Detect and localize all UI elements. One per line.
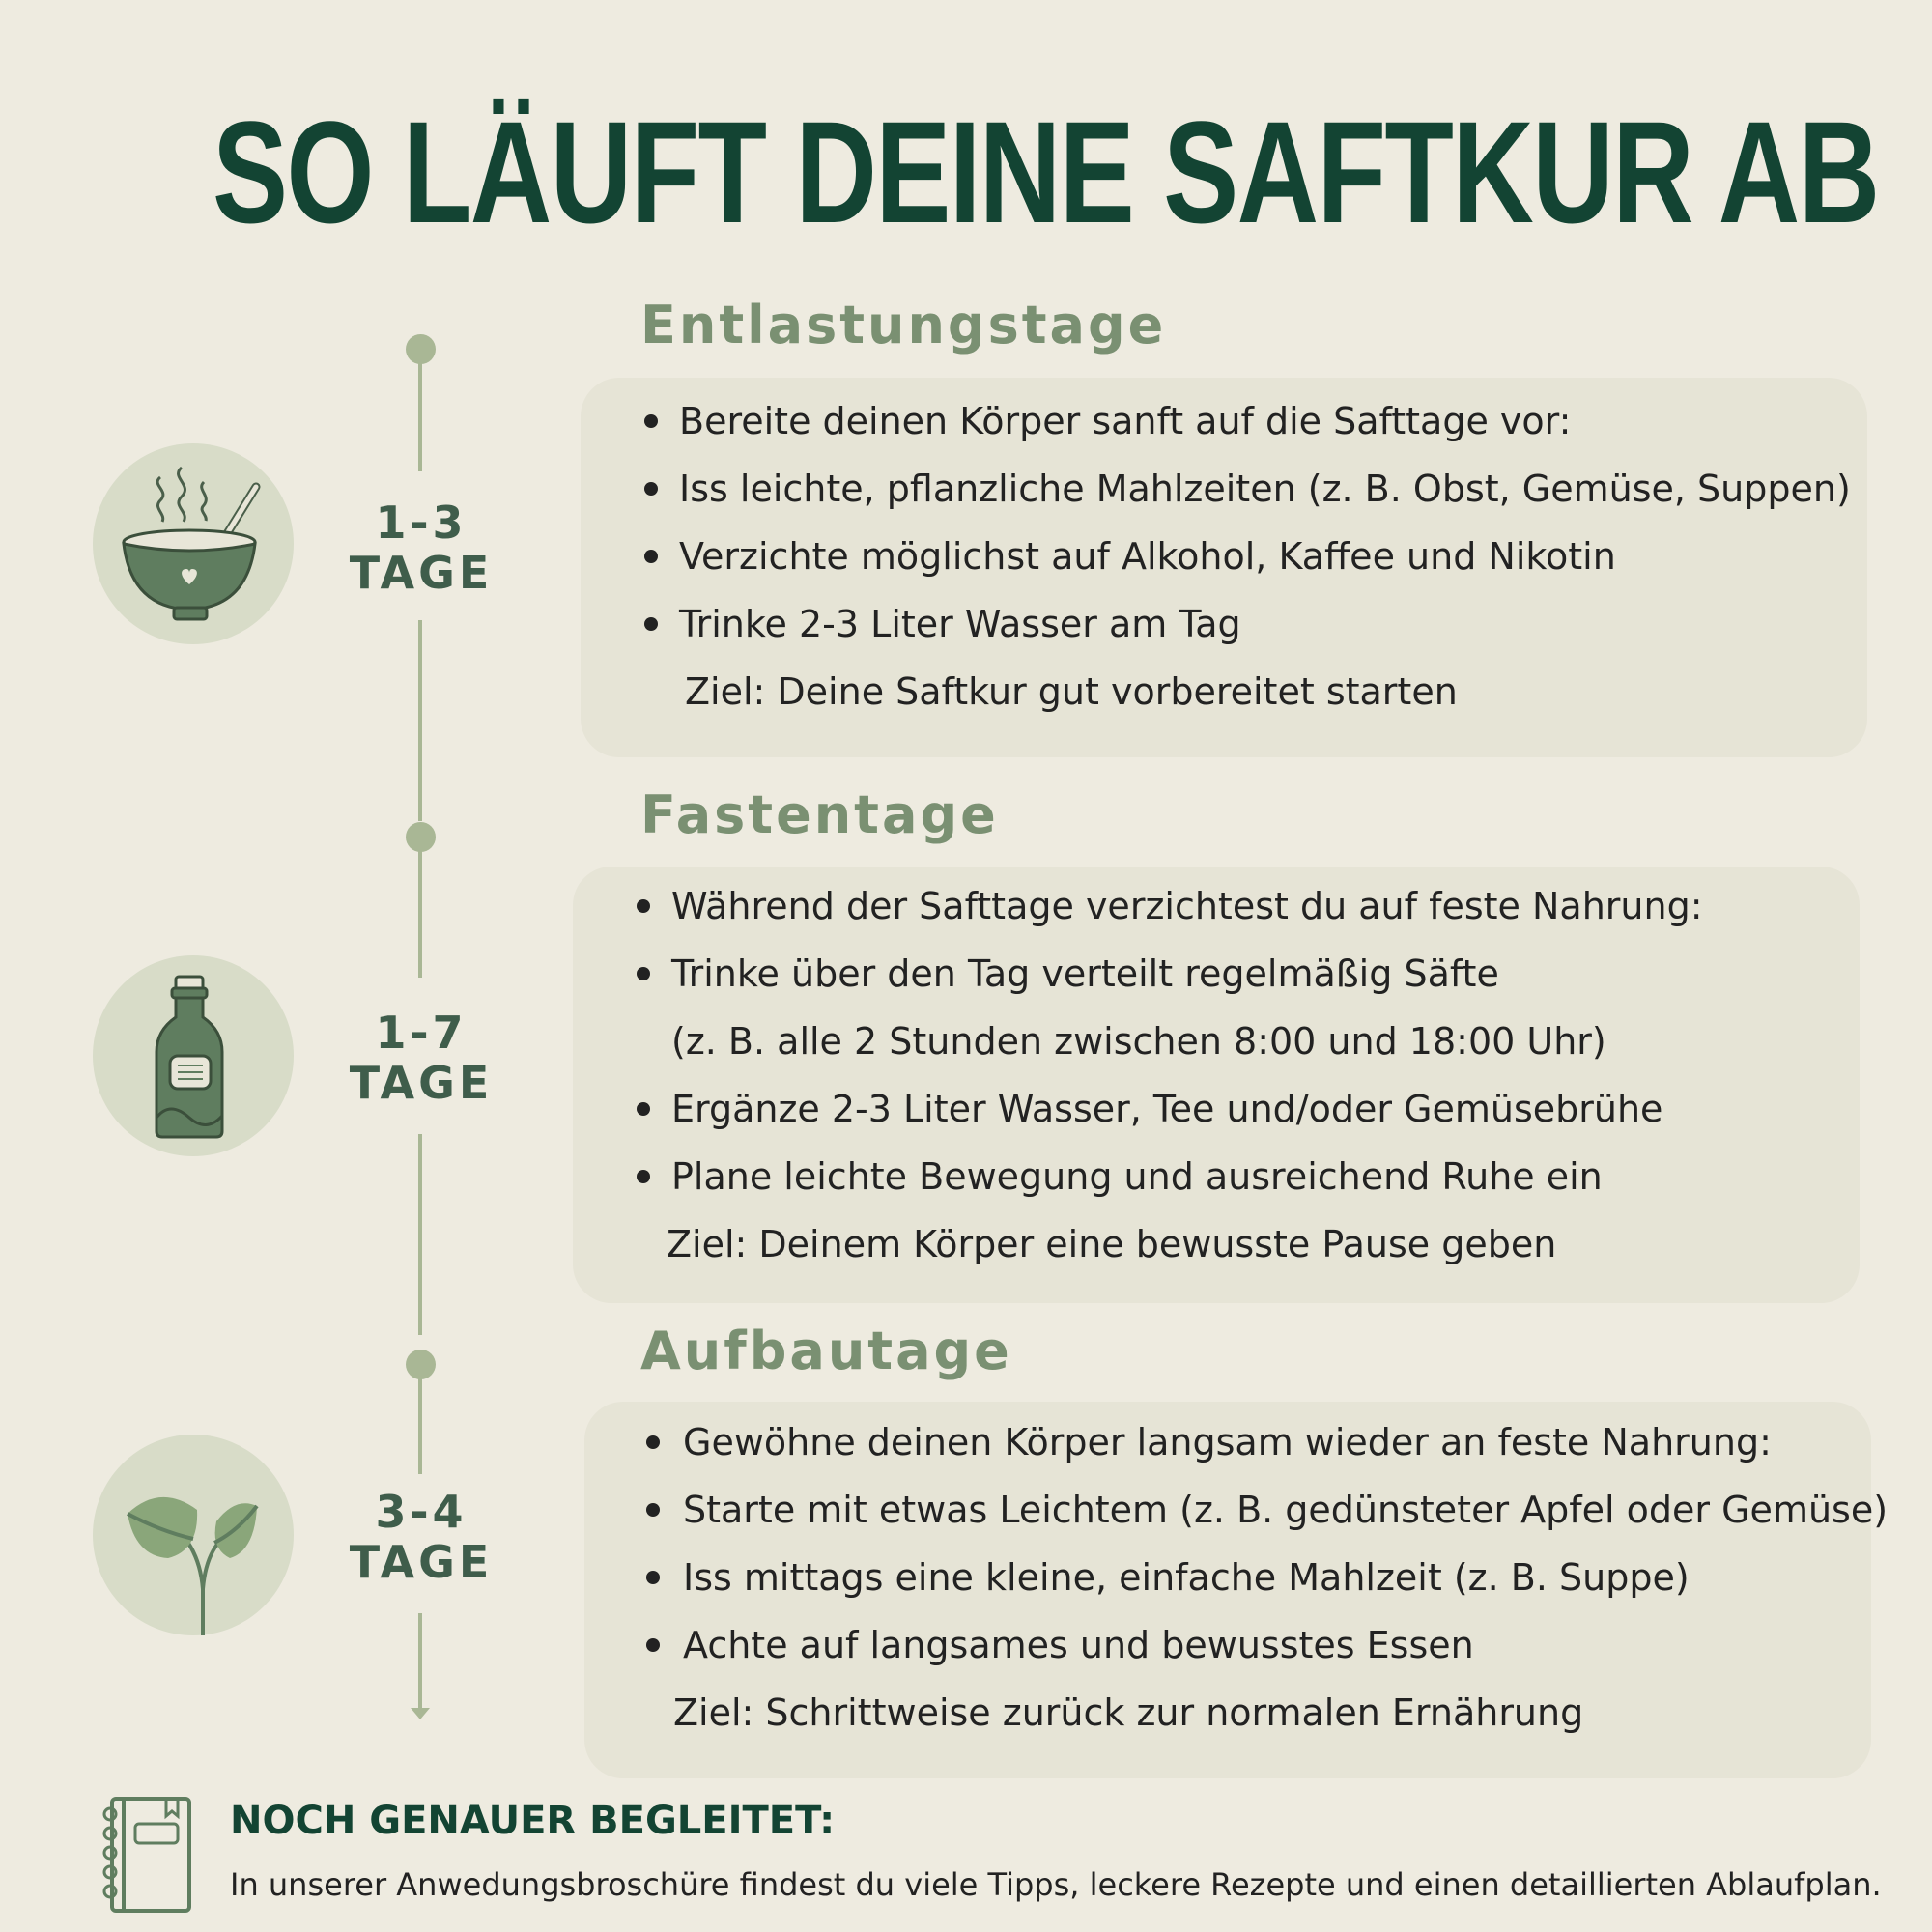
days-unit: TAGE (349, 547, 494, 599)
bullet-icon (637, 899, 650, 913)
juice-bottle-icon (93, 955, 294, 1156)
bullet-icon (646, 1435, 660, 1449)
goal-text: Ziel: Deine Saftkur gut vorbereitet starten (685, 670, 1458, 713)
goal-text: Ziel: Schrittweise zurück zur normalen Ernährung (673, 1691, 1584, 1734)
timeline-line (418, 620, 422, 821)
timeline-dot (406, 334, 436, 364)
list-item: Iss leichte, pflanzliche Mahlzeiten (z. B. Obst, Gemüse, Suppen) (581, 455, 1851, 523)
phase-days (319, 1487, 524, 1587)
footer-text: In unserer Anwedungsbroschüre findest du viele Tipps, leckere Rezepte und einen detaillierten Ablaufplan. (230, 1866, 1882, 1903)
bullet-icon (637, 1102, 650, 1116)
bullet-icon (637, 1170, 650, 1183)
notebook-icon (100, 1795, 197, 1915)
bullet-icon (644, 414, 658, 428)
list-item: Starte mit etwas Leichtem (z. B. gedünsteter Apfel oder Gemüse) (584, 1476, 1888, 1544)
days-unit: TAGE (349, 1057, 494, 1109)
phase-days (319, 497, 524, 598)
section-heading-aufbautage: Aufbautage (640, 1321, 1012, 1381)
list-item: Verzichte möglichst auf Alkohol, Kaffee und Nikotin (581, 523, 1851, 590)
timeline-arrow-icon (411, 1708, 430, 1719)
timeline-dot (406, 1350, 436, 1379)
timeline-line (418, 1134, 422, 1335)
timeline-line (418, 1378, 422, 1474)
list-item: Trinke 2-3 Liter Wasser am Tag (581, 590, 1851, 658)
days-unit: TAGE (349, 1536, 494, 1588)
bullet-icon (644, 482, 658, 496)
list-item: Iss mittags eine kleine, einfache Mahlzeit (z. B. Suppe) (584, 1544, 1888, 1611)
list-item-continuation: (z. B. alle 2 Stunden zwischen 8:00 und 18:00 Uhr) (671, 1020, 1606, 1063)
soup-bowl-icon (93, 443, 294, 644)
goal-text: Ziel: Deinem Körper eine bewusste Pause geben (667, 1223, 1557, 1265)
phase-card (573, 867, 1860, 1303)
timeline-dot (406, 822, 436, 852)
days-range: 1-7 (375, 1007, 468, 1059)
list-item: Während der Safttage verzichtest du auf feste Nahrung: (573, 872, 1703, 940)
list-item: Plane leichte Bewegung und ausreichend Ruhe ein (573, 1143, 1703, 1210)
phase-days (319, 1008, 524, 1108)
sprout-icon (93, 1435, 294, 1635)
timeline-line (418, 1613, 422, 1710)
bullet-icon (646, 1638, 660, 1652)
list-item: Achte auf langsames und bewusstes Essen (584, 1611, 1888, 1679)
list-item: Gewöhne deinen Körper langsam wieder an feste Nahrung: (584, 1408, 1888, 1476)
page-title: SO LÄUFT DEINE SAFTKUR AB (213, 91, 1879, 253)
bullet-icon (646, 1571, 660, 1584)
days-range: 1-3 (375, 497, 468, 549)
timeline-line (418, 363, 422, 471)
bullet-icon (637, 967, 650, 980)
section-heading-fastentage: Fastentage (640, 784, 999, 845)
list-item: Bereite deinen Körper sanft auf die Safttage vor: (581, 387, 1851, 455)
section-heading-entlastungstage: Entlastungstage (640, 295, 1167, 355)
list-item: Ergänze 2-3 Liter Wasser, Tee und/oder Gemüsebrühe (573, 1075, 1703, 1143)
footer-heading: NOCH GENAUER BEGLEITET: (230, 1799, 836, 1843)
bullet-icon (646, 1503, 660, 1517)
timeline-line (418, 850, 422, 978)
bullet-icon (644, 550, 658, 563)
phase-card (584, 1402, 1889, 1778)
days-range: 3-4 (375, 1486, 468, 1538)
list-item: Trinke über den Tag verteilt regelmäßig Säfte (573, 940, 1703, 1008)
bullet-icon (644, 617, 658, 631)
phase-card (581, 378, 1867, 757)
